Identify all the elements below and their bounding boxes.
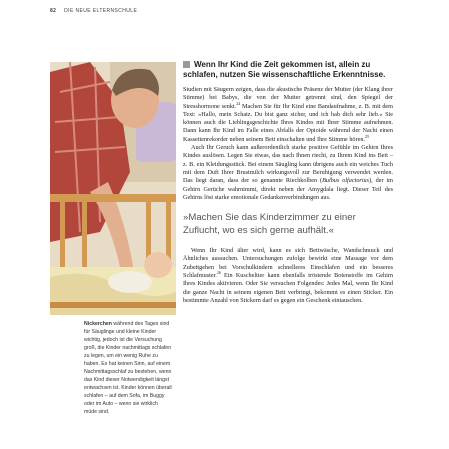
- photo-illustration: [50, 62, 176, 315]
- para2b-text: ), der im Gehirn Gerüche wahrnimmt, direkt neben der Amygdala liegt. Dieser Teil des Gehirns löst starke emotionale Gedankenverbindungen aus.: [183, 177, 393, 201]
- footnote-ref-26: 26: [216, 269, 221, 275]
- page-number: 82: [50, 8, 57, 14]
- body-paragraph-2: [183, 144, 393, 202]
- caption-title: Nickerchen: [84, 321, 112, 327]
- photo-father-baby-crib: [50, 62, 176, 315]
- body-paragraph-3: [183, 247, 393, 305]
- running-title: DIE NEUE ELTERNSCHULE: [64, 8, 138, 14]
- footnote-ref-25: 25: [364, 133, 369, 139]
- para2-italic: Bulbus olfactorius: [322, 177, 370, 185]
- pull-quote: »Machen Sie das Kinderzimmer zu einer Zuflucht, wo es sich gerne aufhält.«: [183, 212, 356, 236]
- lead-text: Wenn Ihr Kind die Zeit gekommen ist, allein zu schlafen, nutzen Sie wissenschaftliche Erkenntnisse.: [183, 60, 386, 79]
- para3b-text: Ein Kuscheltier kann ebenfalls tröstende Botenstoffe im Gehirn Ihres Kindes aktivieren. Oder Sie versuchen Folgendes: Jedes Mal, wenn Ihr Kind die ganze Nacht in seinem eigenen Bett verbringt, bekommt es einen Sticker. Ein bestimmte Anzahl von Stickern darf es gegen ein Geschenk eintauschen.: [183, 272, 393, 304]
- square-bullet-icon: [183, 61, 190, 68]
- footnote-ref-24: 24: [236, 100, 241, 106]
- photo-caption: [84, 320, 172, 416]
- body-paragraph-1: [183, 86, 393, 144]
- para1-text: Studien mit Säugern zeigen, dass die akustische Präsenz der Mutter (der Klang ihrer Stimme) bei Babys, die von der Mutter getrennt sind, den Spiegel der Stresshormone senkt.: [183, 86, 393, 110]
- photo-crib-top-rail: [50, 194, 176, 202]
- lead-paragraph: [183, 60, 393, 80]
- caption-text: während des Tages sind für Säuglinge und kleine Kinder wichtig, jedoch ist die Versuchung groß, die Kinder nachmittags schlafen zu legen, um ein wenig Ruhe zu haben. Es hat keinen Sinn, auf einem Nachmittagsschlaf zu bestehen, wenn das Kind dieser Notwendigkeit längst entwachsen ist. Kinder können überall schlafen – auf dem Sofa, im Buggy oder im Auto – wenn sie wirklich müde sind.: [84, 321, 172, 415]
- main-column: [183, 60, 393, 305]
- para2-text: Auch Ihr Geruch kann außerordentlich starke positive Gefühle im Gehirn Ihres Kindes auslösen. Legen Sie etwas, das nach Ihnen riecht, zu Ihrem Kind ins Bett – z. B. ein Kleidungsstück. Bei einem Säugling kann übrigens auch ein weiches Tuch mit dem Duft Ihrer Brustmilch wirkungsvoll zur Beruhigung verwendet werden. Das liegt daran, dass der so genannte Riechkolben (: [183, 144, 393, 185]
- para3-text: Wenn Ihr Kind älter wird, kann es sich Bettwäsche, Wandschmuck und Ähnliches aussuchen. Untersuchungen zufolge bewirkt eine Massage vor dem Zubettgehen bei Vorschulkindern schnelleres Einschlafen und ein besseres Schlafmuster.: [183, 247, 393, 280]
- photo-crib-bar-1: [60, 202, 65, 272]
- photo-crib-bar-2: [82, 202, 87, 272]
- para1b-text: Machen Sie für Ihr Kind eine Bandaufnahme, z. B. mit dem Text: »Hallo, mein Schatz. Du bist ganz sicher, und ich hab dich sehr lieb.« Sie können auch die Lieblingsgeschichte Ihres Kindes mit Ihrer Stimme aufnehmen. Dann kann Ihr Kind im Falle eines Abfalls der Opioide während der Nacht einen Kassettenrekorder neben seinem Bett einschalten und Ihre Stimme hören.: [183, 102, 393, 143]
- photo-baby-head: [144, 252, 172, 278]
- running-header: [50, 8, 137, 14]
- photo-baby-body: [108, 271, 152, 293]
- photo-crib-bottom-rail: [50, 302, 176, 308]
